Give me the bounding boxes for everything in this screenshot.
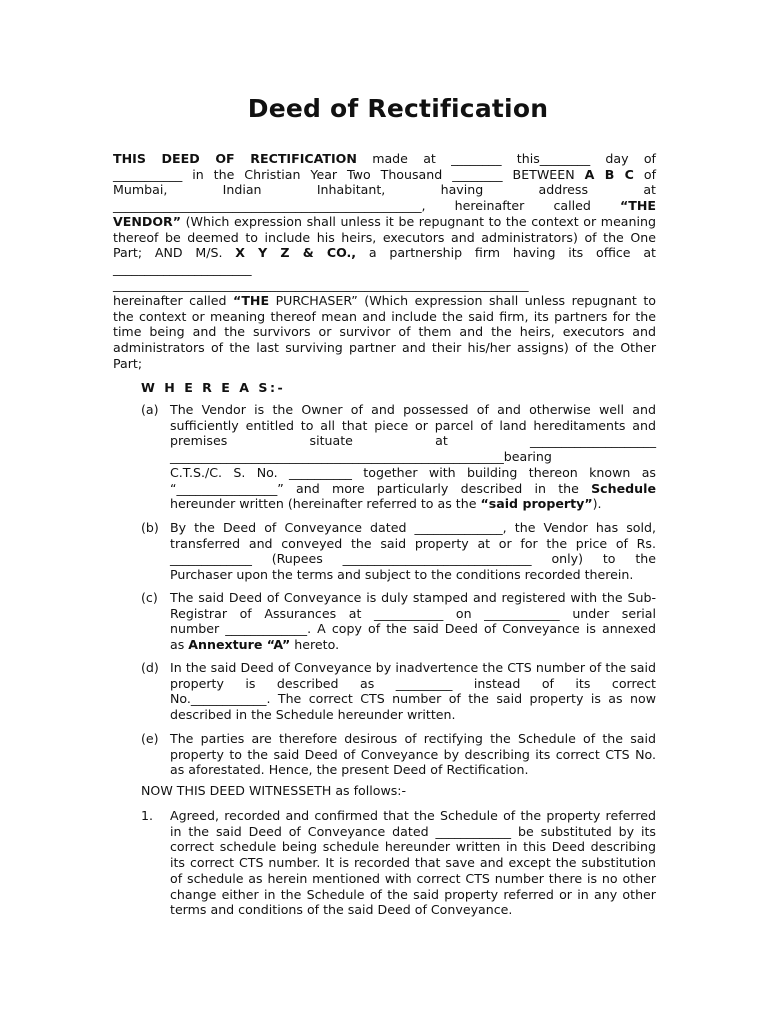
text-line: time being and the survivors or survivor of them and the heirs, executors and [113, 324, 656, 340]
clause-label: 1. [141, 808, 154, 823]
recital-text [170, 590, 656, 653]
text-line: administrators of the last surviving partner and their his/her assigns) of the Other [113, 340, 656, 356]
witnesseth-line: NOW THIS DEED WITNESSETH as follows:- [141, 783, 407, 798]
recital-text [170, 402, 656, 512]
text-line: _____________________________________________________bearing [170, 449, 552, 465]
text-line: sufficiently entitled to all that piece or parcel of land hereditaments and [170, 417, 656, 433]
text-line: Mumbai, Indian Inhabitant, having address at [113, 182, 656, 198]
text-line: terms and conditions of the said Deed of Conveyance. [170, 902, 513, 918]
whereas-heading: W H E R E A S:- [141, 380, 286, 395]
text-line: ______________________ [113, 260, 252, 276]
recital-text [170, 731, 656, 778]
text-line: the context or meaning thereof mean and include the said firm, its partners for the [113, 308, 656, 324]
recital-label: (d) [141, 660, 159, 675]
recital-label: (a) [141, 402, 159, 417]
clause-text [170, 808, 656, 918]
text-line: Part; [113, 355, 143, 371]
text-line: In the said Deed of Conveyance by inadvertence the CTS number of the said [170, 660, 656, 675]
text-line: property is described as _________ instead of its correct [170, 675, 656, 691]
text-line: hereunder written (hereinafter referred to as the “said property”). [170, 496, 602, 512]
text-line: of schedule as herein mentioned with correct CTS number there is no other [170, 870, 656, 886]
text-line: C.T.S./C. S. No. __________ together with building thereon known as [170, 464, 656, 480]
text-line: Part; AND M/S. X Y Z & CO., a partnership firm having its office at [113, 245, 656, 261]
text-line: property to the said Deed of Conveyance by describing its correct CTS No. [170, 746, 656, 762]
text-line: in the said Deed of Conveyance dated ____________ be substituted by its [170, 823, 656, 839]
text-line: The parties are therefore desirous of rectifying the Schedule of the said [170, 731, 656, 746]
recital-text [170, 660, 656, 723]
text-line: its correct CTS number. It is recorded that save and except the substitution [170, 855, 656, 871]
text-line: “________________” and more particularly described in the Schedule [170, 480, 656, 496]
text-line: The said Deed of Conveyance is duly stamped and registered with the Sub- [170, 590, 656, 605]
document-title: Deed of Rectification [247, 94, 549, 123]
text-line: Purchaser upon the terms and subject to the conditions recorded therein. [170, 567, 634, 583]
text-line: hereinafter called “THE PURCHASER” (Which expression shall unless repugnant to [113, 293, 656, 308]
text-line: The Vendor is the Owner of and possessed of and otherwise well and [170, 402, 656, 417]
recital-text [170, 520, 656, 583]
text-line: By the Deed of Conveyance dated ______________, the Vendor has sold, [170, 520, 656, 535]
text-line: __________________________________________________________________ [113, 276, 529, 292]
text-line: change either in the Schedule of the said property referred or in any other [170, 886, 656, 902]
text-line: transferred and conveyed the said property at or for the price of Rs. [170, 535, 656, 551]
recital-label: (c) [141, 590, 158, 605]
text-line: thereof be deemed to include his heirs, executors and administrators) of the One [113, 229, 656, 245]
text-line: No.____________. The correct CTS number of the said property is as now [170, 691, 656, 707]
text-line: as aforestated. Hence, the present Deed of Rectification. [170, 762, 529, 778]
text-line: as Annexture “A” hereto. [170, 637, 340, 653]
text-line: _________________________________________________, hereinafter called “THE [113, 198, 656, 214]
opening-paragraph [113, 151, 656, 292]
text-line: Agreed, recorded and confirmed that the Schedule of the property referred [170, 808, 656, 823]
text-line: VENDOR” (Which expression shall unless it be repugnant to the context or meaning [113, 213, 656, 229]
text-line: described in the Schedule hereunder written. [170, 707, 456, 723]
text-line: THIS DEED OF RECTIFICATION made at ________ this________ day of [113, 151, 656, 166]
purchaser-paragraph [113, 293, 656, 372]
text-line: correct schedule being schedule hereunder written in this Deed describing [170, 839, 656, 855]
text-line: premises situate at ____________________ [170, 433, 656, 449]
text-line: Registrar of Assurances at ___________ on ____________ under serial [170, 605, 656, 621]
text-line: number _____________. A copy of the said Deed of Conveyance is annexed [170, 621, 656, 637]
recital-label: (b) [141, 520, 159, 535]
text-line: ___________ in the Christian Year Two Thousand ________ BETWEEN A B C of [113, 166, 657, 182]
text-line: _____________ (Rupees ______________________________ only) to the [170, 551, 656, 567]
recital-label: (e) [141, 731, 159, 746]
